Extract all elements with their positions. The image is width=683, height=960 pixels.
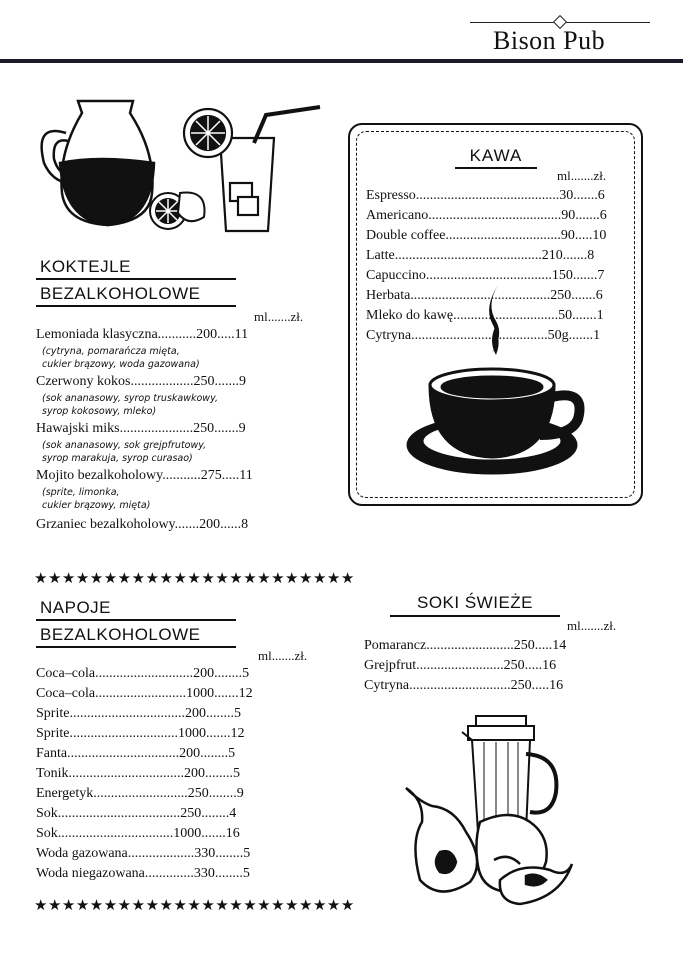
stars-divider: ★★★★★★★★★★★★★★★★★★★★★★★ — [34, 571, 355, 587]
drinks-title-line2: BEZALKOHOLOWE — [36, 624, 236, 648]
juicer-pears-illustration — [400, 712, 580, 912]
menu-item: Sprite.................................200........5 — [36, 706, 241, 721]
menu-item: Fanta................................200........5 — [36, 746, 236, 761]
menu-item-description: (sok ananasowy, sok grejpfrutowy, — [42, 440, 207, 451]
coffee-units-header: ml.......zł. — [557, 168, 607, 183]
cocktails-title-line2: BEZALKOHOLOWE — [36, 283, 236, 307]
menu-item: Sok.................................1000.......16 — [36, 826, 240, 841]
cocktails-section-title — [36, 256, 236, 307]
menu-item: Czerwony kokos..................250.......9 — [36, 374, 246, 389]
menu-item-description: syrop kokosowy, mleko) — [42, 406, 157, 417]
menu-item: Capuccino....................................150.......7 — [366, 268, 605, 283]
menu-item: Latte..........................................210.......8 — [366, 248, 595, 263]
menu-item: Energetyk...........................250........9 — [36, 786, 244, 801]
menu-item: Double coffee.................................90.....10 — [366, 228, 607, 243]
stars-divider: ★★★★★★★★★★★★★★★★★★★★★★★ — [34, 898, 355, 914]
menu-item: Sok...................................250........4 — [36, 806, 237, 821]
coffee-section-title: KAWA — [455, 145, 537, 169]
menu-item: Cytryna.......................................50g.......1 — [366, 328, 601, 343]
menu-item: Espresso.........................................30.......6 — [366, 188, 605, 203]
menu-item: Grzaniec bezalkoholowy.......200......8 — [36, 517, 249, 532]
menu-item: Sprite...............................1000.......12 — [36, 726, 245, 741]
menu-item-description: (sprite, limonka, — [42, 487, 120, 498]
lemonade-jug-illustration — [38, 93, 328, 238]
menu-item: Lemoniada klasyczna...........200.....11 — [36, 327, 249, 342]
menu-item: Herbata........................................250.......6 — [366, 288, 603, 303]
menu-item-description: syrop marakuja, syrop curasao) — [42, 453, 193, 464]
menu-item: Pomarancz.........................250.....14 — [364, 638, 567, 653]
menu-item: Cytryna.............................250.....16 — [364, 678, 564, 693]
drinks-section-title — [36, 597, 236, 648]
juices-section-title: SOKI ŚWIEŻE — [390, 591, 560, 617]
cocktails-units-header: ml.......zł. — [254, 309, 304, 324]
drinks-title-line1: NAPOJE — [36, 597, 236, 621]
drinks-units-header: ml.......zł. — [258, 648, 308, 663]
menu-item: Grejpfrut.........................250.....16 — [364, 658, 557, 673]
menu-item-description: cukier brązowy, woda gazowana) — [42, 359, 200, 370]
menu-item-description: (sok ananasowy, syrop truskawkowy, — [42, 393, 218, 404]
cocktails-title-line1: KOKTEJLE — [36, 256, 236, 280]
menu-item: Mojito bezalkoholowy...........275.....11 — [36, 468, 253, 483]
menu-item: Woda gazowana...................330........5 — [36, 846, 251, 861]
menu-item: Coca–cola..........................1000.......12 — [36, 686, 253, 701]
coffee-list — [366, 186, 636, 346]
menu-item: Coca–cola............................200........5 — [36, 666, 250, 681]
menu-item-description: (cytryna, pomarańcza mięta, — [42, 346, 180, 357]
menu-item: Tonik.................................200........5 — [36, 766, 240, 781]
drinks-list — [36, 664, 336, 884]
menu-item: Mleko do kawę..............................50.......1 — [366, 308, 604, 323]
menu-item: Americano......................................90.......6 — [366, 208, 607, 223]
cocktails-list — [36, 325, 336, 535]
menu-item: Hawajski miks.....................250.......9 — [36, 421, 246, 436]
header-divider — [0, 59, 683, 63]
juices-list — [364, 636, 654, 696]
brand-title: Bison Pub — [493, 26, 606, 55]
menu-item: Woda niegazowana..............330........5 — [36, 866, 250, 881]
juices-units-header: ml.......zł. — [567, 618, 617, 633]
menu-item-description: cukier brązowy, mięta) — [42, 500, 151, 511]
